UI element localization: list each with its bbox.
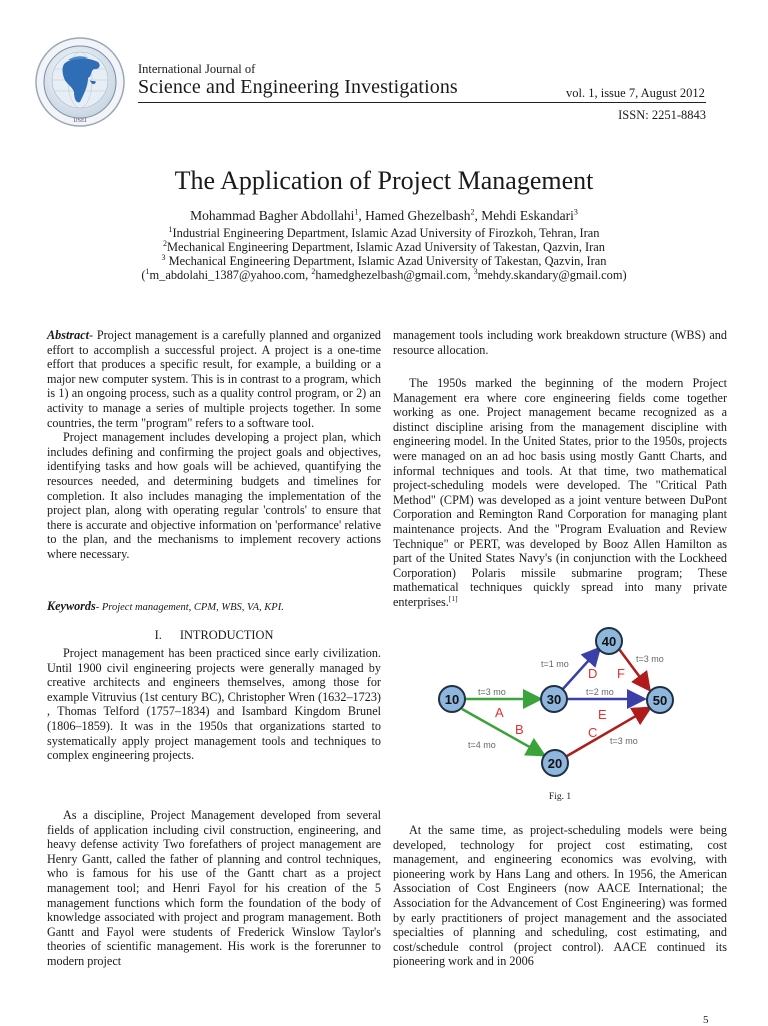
abstract-paragraph bbox=[47, 328, 381, 430]
author-name: Mohammad Bagher Abdollahi bbox=[190, 208, 355, 223]
email-sup: 1 bbox=[145, 266, 150, 276]
activity-d: D bbox=[588, 666, 598, 681]
issn: ISSN: 2251-8843 bbox=[618, 108, 706, 122]
paren: ( bbox=[141, 268, 146, 282]
page-number: 5 bbox=[703, 1014, 709, 1026]
paper-title: The Application of Project Management bbox=[174, 166, 594, 195]
author-sup: 3 bbox=[573, 207, 578, 217]
affiliation-text: Mechanical Engineering Department, Islamic Azad University of Takestan, Qazvin, Iran bbox=[167, 240, 605, 254]
paragraph-text: The 1950s marked the beginning of the modern Project Management era where core engineering fields come together working as one. Project management became recognized as a distinct discipline arising from the management discipline with engineering model. In the United States, prior to the 1950s, projects were managed on an ad hoc basis using mostly Gantt Charts, and informal techniques and tools. At that time, two mathematical project-scheduling models were developed. The "Critical Path Method" (CPM) was developed as a joint venture between DuPont Corporation and Remington Rand Corporation for managing plant maintenance projects. And the "Program Evaluation and Review Technique" or PERT, was developed by Booz Allen Hamilton as part of the United States Navy's (in conjunction with the Lockheed Corporation) Polaris missile submarine program; These mathematical techniques quickly spread into many private enterprises. bbox=[393, 376, 727, 609]
keywords-text: - Project management, CPM, WBS, VA, KPI. bbox=[95, 602, 284, 613]
svg-text:40: 40 bbox=[601, 634, 617, 649]
volume-info: vol. 1, issue 7, August 2012 bbox=[566, 86, 705, 100]
node-10 bbox=[439, 686, 465, 712]
email-link[interactable]: m_abdolahi_1387@yahoo.com, bbox=[149, 268, 312, 282]
body-paragraph: At the same time, as project-scheduling models were being developed, technology for project cost estimating, cost management, and engineering economics was evolving, with pioneering work by Hans Lang and others. In 1956, the American Association of Cost Engineers (now AACE International; the Association for the Advancement of Cost Engineering) was formed by early practitioners of project management and the associated specialties of planning and scheduling, cost estimating, and cost/schedule control (project control). AACE continued its pioneering work and in 2006 bbox=[393, 823, 727, 969]
email-sup: 2 bbox=[311, 266, 316, 276]
activity-a: A bbox=[495, 705, 504, 720]
body-paragraph: management tools including work breakdown structure (WBS) and resource allocation. bbox=[393, 328, 727, 357]
author-sup: 1 bbox=[354, 207, 359, 217]
node-30 bbox=[541, 686, 567, 712]
right-column-continuation bbox=[393, 328, 727, 357]
keywords bbox=[47, 599, 381, 616]
email-link[interactable]: hamedghezelbash@gmail.com, bbox=[315, 268, 474, 282]
activity-e: E bbox=[598, 707, 607, 722]
journal-name-prefix: International Journal of bbox=[138, 62, 256, 76]
activity-c: C bbox=[588, 725, 598, 740]
duration-f: t=3 mo bbox=[636, 654, 664, 664]
citation-ref[interactable]: [1] bbox=[448, 593, 458, 603]
introduction-body bbox=[47, 646, 381, 763]
author-emails bbox=[0, 268, 768, 282]
duration-c: t=3 mo bbox=[610, 736, 638, 746]
section-heading bbox=[47, 628, 381, 643]
affiliation bbox=[0, 240, 768, 254]
body-paragraph: As a discipline, Project Management developed from several fields of application including civil construction, engineering, and heavy defense activity Two forefathers of project management are Henry Gantt, called the father of planning and control techniques, who is famous for his use of the Gantt chart as a project management tool; and Henri Fayol for his creation of the 5 management functions which form the foundation of the body of knowledge associated with project and program management. Both Gantt and Fayol were students of Frederick Winslow Taylor's theories of scientific management. His work is the forerunner to modern project bbox=[47, 808, 381, 968]
affiliation bbox=[0, 226, 768, 240]
right-column-history bbox=[393, 376, 727, 610]
affiliation-text: Industrial Engineering Department, Islamic Azad University of Firozkoh, Tehran, Iran bbox=[172, 226, 600, 240]
node-50 bbox=[647, 687, 673, 713]
activity-f: F bbox=[617, 666, 625, 681]
body-paragraph: Project management has been practiced since early civilization. Until 1900 civil engineering projects were generally managed by creative architects and engineers themselves, among those for example Vitruvius (1st century BC), Christopher Wren (1632–1723) , Thomas Telford (1757–1834) and Isambard Kingdom Brunel (1806–1859). It was in the 1950s that organizations started to systematically apply project management tools and techniques to complex engineering projects. bbox=[47, 646, 381, 763]
affiliation-sup: 2 bbox=[163, 238, 168, 248]
author-list bbox=[0, 208, 768, 224]
affiliation-sup: 1 bbox=[168, 224, 173, 234]
activity-b: B bbox=[515, 722, 524, 737]
author-name: Hamed Ghezelbash bbox=[365, 208, 471, 223]
duration-d: t=1 mo bbox=[541, 659, 569, 669]
figure-pert-network bbox=[420, 620, 720, 780]
affiliation-sup: 3 bbox=[161, 252, 166, 262]
duration-b: t=4 mo bbox=[468, 740, 496, 750]
keywords-label: Keywords bbox=[47, 599, 96, 613]
journal-logo bbox=[28, 36, 132, 128]
figure-caption: Fig. 1 bbox=[548, 792, 572, 802]
separator: , bbox=[358, 208, 366, 223]
node-40 bbox=[596, 628, 622, 654]
email-link[interactable]: mehdy.skandary@gmail.com) bbox=[477, 268, 627, 282]
node-20 bbox=[542, 750, 568, 776]
abstract-text: - Project management is a carefully planned and organized effort to accomplish a successful project. A project is a one-time effort that produces a specific result, for example, a building or a major new computer system. This is in contrast to a program, which is 1) an ongoing process, such as a quality control program, or 2) an activity to manage a series of multiple projects together. In some countries, the term "program" refers to a software tool. bbox=[47, 328, 381, 430]
duration-e: t=2 mo bbox=[586, 687, 614, 697]
section-number: I. bbox=[154, 628, 162, 642]
right-column-cost bbox=[393, 823, 727, 969]
svg-text:50: 50 bbox=[652, 693, 668, 708]
introduction-body-2 bbox=[47, 808, 381, 969]
body-paragraph bbox=[393, 376, 727, 610]
separator: , bbox=[474, 208, 482, 223]
svg-text:30: 30 bbox=[546, 692, 562, 707]
author-name: Mehdi Eskandari bbox=[481, 208, 574, 223]
affiliation-text: Mechanical Engineering Department, Islamic Azad University of Takestan, Qazvin, Iran bbox=[165, 254, 607, 268]
svg-text:IJSEI: IJSEI bbox=[73, 118, 87, 124]
svg-text:10: 10 bbox=[444, 692, 460, 707]
abstract-paragraph: Project management includes developing a project plan, which includes defining and confirming the project goals and objectives, identifying tasks and how goals will be achieved, quantifying the resources needed, and determining budgets and timelines for completion. It also includes managing the implementation of the project plan, along with operating regular 'controls' to ensure that there is accurate and objective information on 'performance' relative to the plan, and the mechanisms to implement recovery actions where necessary. bbox=[47, 430, 381, 561]
header-divider bbox=[138, 102, 706, 103]
journal-globe-seal-icon bbox=[28, 36, 132, 128]
section-title: INTRODUCTION bbox=[179, 628, 274, 642]
author-sup: 2 bbox=[470, 207, 475, 217]
duration-a: t=3 mo bbox=[478, 687, 506, 697]
journal-name: Science and Engineering Investigations bbox=[138, 76, 458, 98]
affiliation bbox=[0, 254, 768, 268]
email-sup: 3 bbox=[473, 266, 478, 276]
abstract-label: Abstract bbox=[47, 328, 89, 342]
edge-c bbox=[567, 709, 648, 756]
svg-text:20: 20 bbox=[547, 756, 563, 771]
abstract bbox=[47, 328, 381, 562]
